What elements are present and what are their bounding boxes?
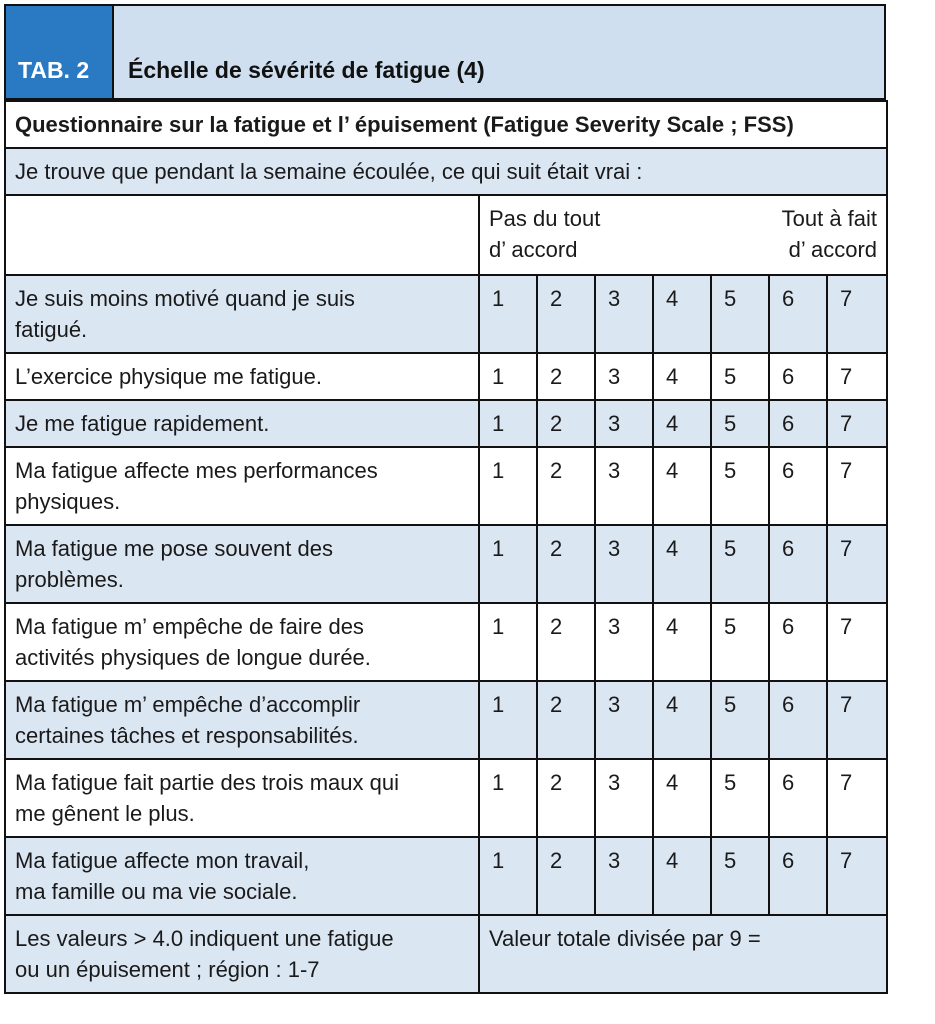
rating-option-7[interactable]: 7 — [827, 837, 887, 915]
rating-option-2[interactable]: 2 — [537, 447, 595, 525]
interpretation-line: Les valeurs > 4.0 indiquent une fatigue — [15, 926, 394, 951]
rating-option-7[interactable]: 7 — [827, 353, 887, 400]
rating-option-1[interactable]: 1 — [479, 837, 537, 915]
fss-table-frame — [4, 4, 886, 994]
rating-option-2[interactable]: 2 — [537, 525, 595, 603]
rating-option-6[interactable]: 6 — [769, 400, 827, 447]
statement-line: Je me fatigue rapidement. — [15, 411, 270, 436]
rating-option-6[interactable]: 6 — [769, 603, 827, 681]
table-row — [5, 681, 887, 759]
table-row — [5, 400, 887, 447]
rating-option-4[interactable]: 4 — [653, 525, 711, 603]
scale-left-line1: Pas du tout — [489, 206, 601, 231]
table-row — [5, 837, 887, 915]
rating-option-6[interactable]: 6 — [769, 525, 827, 603]
statement-line: ma famille ou ma vie sociale. — [15, 879, 298, 904]
rating-option-2[interactable]: 2 — [537, 275, 595, 353]
statement-cell — [5, 353, 479, 400]
rating-option-7[interactable]: 7 — [827, 759, 887, 837]
rating-option-6[interactable]: 6 — [769, 681, 827, 759]
table-row — [5, 275, 887, 353]
rating-option-7[interactable]: 7 — [827, 275, 887, 353]
rating-option-2[interactable]: 2 — [537, 759, 595, 837]
rating-option-4[interactable]: 4 — [653, 275, 711, 353]
table-row — [5, 525, 887, 603]
statement-line: Ma fatigue fait partie des trois maux qui — [15, 770, 399, 795]
rating-option-1[interactable]: 1 — [479, 525, 537, 603]
statement-cell — [5, 681, 479, 759]
statement-cell — [5, 275, 479, 353]
total-score-cell: Valeur totale divisée par 9 = — [479, 915, 887, 993]
rating-option-7[interactable]: 7 — [827, 400, 887, 447]
statement-line: problèmes. — [15, 567, 124, 592]
table-row — [5, 353, 887, 400]
table-title: Échelle de sévérité de fatigue (4) — [128, 57, 485, 83]
rating-option-6[interactable]: 6 — [769, 275, 827, 353]
statement-cell — [5, 525, 479, 603]
rating-option-2[interactable]: 2 — [537, 837, 595, 915]
rating-option-3[interactable]: 3 — [595, 353, 653, 400]
statement-cell — [5, 837, 479, 915]
rating-option-3[interactable]: 3 — [595, 525, 653, 603]
rating-option-4[interactable]: 4 — [653, 353, 711, 400]
scale-right-line1: Tout à fait — [781, 206, 878, 231]
statement-line: physiques. — [15, 489, 121, 514]
table-header — [4, 4, 886, 98]
table-row — [5, 759, 887, 837]
rating-option-3[interactable]: 3 — [595, 837, 653, 915]
rating-option-3[interactable]: 3 — [595, 759, 653, 837]
fss-table — [4, 100, 888, 994]
footer-row — [5, 915, 887, 993]
rating-option-5[interactable]: 5 — [711, 353, 769, 400]
rating-option-3[interactable]: 3 — [595, 275, 653, 353]
subtitle-cell: Questionnaire sur la fatigue et l’ épuisement (Fatigue Severity Scale ; FSS) — [5, 101, 887, 148]
rating-option-3[interactable]: 3 — [595, 681, 653, 759]
scale-right-line2: d’ accord — [788, 237, 878, 262]
rating-option-5[interactable]: 5 — [711, 603, 769, 681]
statement-cell — [5, 759, 479, 837]
rating-option-5[interactable]: 5 — [711, 275, 769, 353]
rating-option-7[interactable]: 7 — [827, 525, 887, 603]
rating-option-2[interactable]: 2 — [537, 353, 595, 400]
rating-option-1[interactable]: 1 — [479, 603, 537, 681]
rating-option-3[interactable]: 3 — [595, 447, 653, 525]
rating-option-6[interactable]: 6 — [769, 759, 827, 837]
statement-line: activités physiques de longue durée. — [15, 645, 371, 670]
rating-option-1[interactable]: 1 — [479, 759, 537, 837]
interpretation-line: ou un épuisement ; région : 1-7 — [15, 957, 320, 982]
rating-option-5[interactable]: 5 — [711, 447, 769, 525]
statement-line: fatigué. — [15, 317, 88, 342]
interpretation-cell — [5, 915, 479, 993]
rating-option-4[interactable]: 4 — [653, 837, 711, 915]
rating-option-3[interactable]: 3 — [595, 400, 653, 447]
statement-line: Ma fatigue m’ empêche de faire des — [15, 614, 364, 639]
rating-option-5[interactable]: 5 — [711, 400, 769, 447]
table-row — [5, 603, 887, 681]
blank-header-cell — [5, 195, 479, 275]
statement-line: Ma fatigue me pose souvent des — [15, 536, 333, 561]
rating-option-1[interactable]: 1 — [479, 681, 537, 759]
rating-option-1[interactable]: 1 — [479, 400, 537, 447]
rating-option-7[interactable]: 7 — [827, 447, 887, 525]
rating-option-7[interactable]: 7 — [827, 681, 887, 759]
rating-option-5[interactable]: 5 — [711, 681, 769, 759]
statement-line: certaines tâches et responsabilités. — [15, 723, 359, 748]
tab-label: TAB. 2 — [6, 6, 114, 98]
statement-line: me gênent le plus. — [15, 801, 195, 826]
statement-line: L’exercice physique me fatigue. — [15, 364, 322, 389]
rating-option-4[interactable]: 4 — [653, 603, 711, 681]
rating-option-5[interactable]: 5 — [711, 837, 769, 915]
table-row — [5, 447, 887, 525]
rating-option-5[interactable]: 5 — [711, 759, 769, 837]
rating-option-2[interactable]: 2 — [537, 400, 595, 447]
rating-option-6[interactable]: 6 — [769, 837, 827, 915]
statement-cell — [5, 447, 479, 525]
scale-left-line2: d’ accord — [489, 237, 578, 262]
rating-option-6[interactable]: 6 — [769, 447, 827, 525]
scale-header-cell — [479, 195, 887, 275]
statement-line: Ma fatigue m’ empêche d’accomplir — [15, 692, 361, 717]
statement-line: Ma fatigue affecte mes performances — [15, 458, 378, 483]
rating-option-4[interactable]: 4 — [653, 759, 711, 837]
statement-cell — [5, 603, 479, 681]
rating-option-2[interactable]: 2 — [537, 603, 595, 681]
rating-option-6[interactable]: 6 — [769, 353, 827, 400]
rating-option-1[interactable]: 1 — [479, 275, 537, 353]
rating-option-4[interactable]: 4 — [653, 681, 711, 759]
rating-option-1[interactable]: 1 — [479, 353, 537, 400]
rating-option-2[interactable]: 2 — [537, 681, 595, 759]
statement-line: Ma fatigue affecte mon travail, — [15, 848, 310, 873]
rating-option-3[interactable]: 3 — [595, 603, 653, 681]
rating-option-4[interactable]: 4 — [653, 400, 711, 447]
rating-option-7[interactable]: 7 — [827, 603, 887, 681]
statement-cell — [5, 400, 479, 447]
rating-option-5[interactable]: 5 — [711, 525, 769, 603]
rating-option-1[interactable]: 1 — [479, 447, 537, 525]
instruction-cell: Je trouve que pendant la semaine écoulée, ce qui suit était vrai : — [5, 148, 887, 195]
statement-line: Je suis moins motivé quand je suis — [15, 286, 355, 311]
rating-option-4[interactable]: 4 — [653, 447, 711, 525]
